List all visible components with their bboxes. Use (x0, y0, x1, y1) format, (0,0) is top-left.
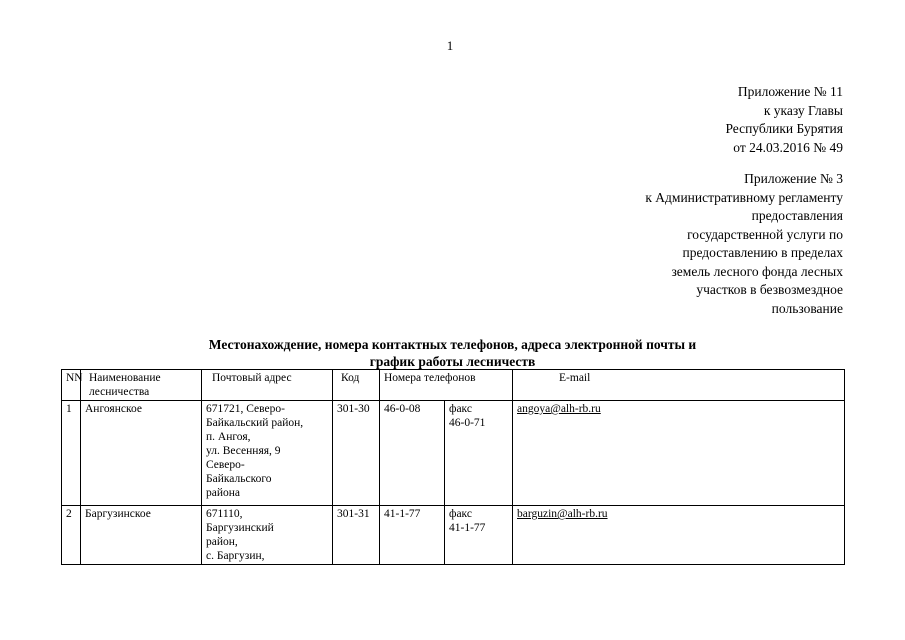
annex-reglament-line: земель лесного фонда лесных (671, 263, 843, 279)
document-title-line-1: Местонахождение, номера контактных телефонов, адреса электронной почты и (208, 337, 697, 352)
email-link[interactable]: angoya@alh-rb.ru (517, 403, 601, 415)
cell-code: 301-31 (333, 506, 380, 565)
cell-nn: 2 (62, 506, 81, 565)
address-line: п. Ангоя, (206, 431, 251, 443)
address-line: района (206, 487, 241, 499)
annex-reglament-line: участков в безвозмездное (696, 282, 843, 297)
annex-reglament-line: Приложение № 3 (744, 171, 843, 186)
forestry-contacts-table (61, 369, 845, 565)
annex-decree-block (725, 83, 843, 157)
cell-name: Баргузинское (81, 506, 202, 565)
address-line: ул. Весенняя, 9 (206, 445, 281, 457)
header-name-line-2: лесничества (89, 386, 150, 398)
address-line: Байкальский район, (206, 417, 304, 429)
address-line: 671110, (206, 508, 243, 520)
address-line: Северо- (206, 459, 245, 471)
header-address: Почтовый адрес (202, 370, 333, 401)
email-link[interactable]: barguzin@alh-rb.ru (517, 508, 608, 520)
cell-email (513, 506, 845, 565)
cell-phone: 46-0-08 (380, 401, 445, 506)
document-title-line-2: график работы лесничеств (369, 354, 536, 369)
annex-decree-line: Приложение № 11 (737, 84, 843, 99)
table-header-row (62, 370, 845, 401)
address-line: 671721, Северо- (206, 403, 285, 415)
cell-fax (445, 401, 513, 506)
cell-nn: 1 (62, 401, 81, 506)
annex-reglament-line: к Административному регламенту (645, 189, 843, 205)
document-title (0, 336, 905, 370)
header-code: Код (333, 370, 380, 401)
annex-reglament-line: предоставлению в пределах (682, 245, 843, 260)
cell-phone: 41-1-77 (380, 506, 445, 565)
header-phones: Номера телефонов (380, 370, 513, 401)
cell-address (202, 506, 333, 565)
cell-email (513, 401, 845, 506)
annex-decree-line: от 24.03.2016 № 49 (733, 139, 843, 155)
header-name (81, 370, 202, 401)
cell-address (202, 401, 333, 506)
cell-fax (445, 506, 513, 565)
annex-reglament-line: предоставления (751, 208, 843, 223)
table-row (62, 506, 845, 565)
annex-reglament-line: пользование (771, 300, 843, 316)
fax-label: факс (449, 403, 472, 415)
header-nn: NN (62, 370, 81, 401)
address-line: Баргузинский (206, 522, 274, 534)
fax-number: 41-1-77 (449, 522, 486, 534)
header-name-line-1: Наименование (89, 372, 161, 384)
fax-label: факс (449, 508, 472, 520)
annex-reglament-line: государственной услуги по (687, 226, 843, 242)
cell-code: 301-30 (333, 401, 380, 506)
table-row (62, 401, 845, 506)
cell-name: Ангоянское (81, 401, 202, 506)
fax-number: 46-0-71 (449, 417, 486, 429)
address-line: Байкальского (206, 473, 272, 485)
header-email: E-mail (513, 370, 845, 401)
address-line: с. Баргузин, (206, 550, 265, 562)
page-number: 1 (446, 38, 454, 53)
annex-decree-line: Республики Бурятия (725, 121, 843, 136)
annex-reglament-block (645, 170, 843, 318)
annex-decree-line: к указу Главы (763, 102, 843, 118)
address-line: район, (206, 536, 238, 548)
